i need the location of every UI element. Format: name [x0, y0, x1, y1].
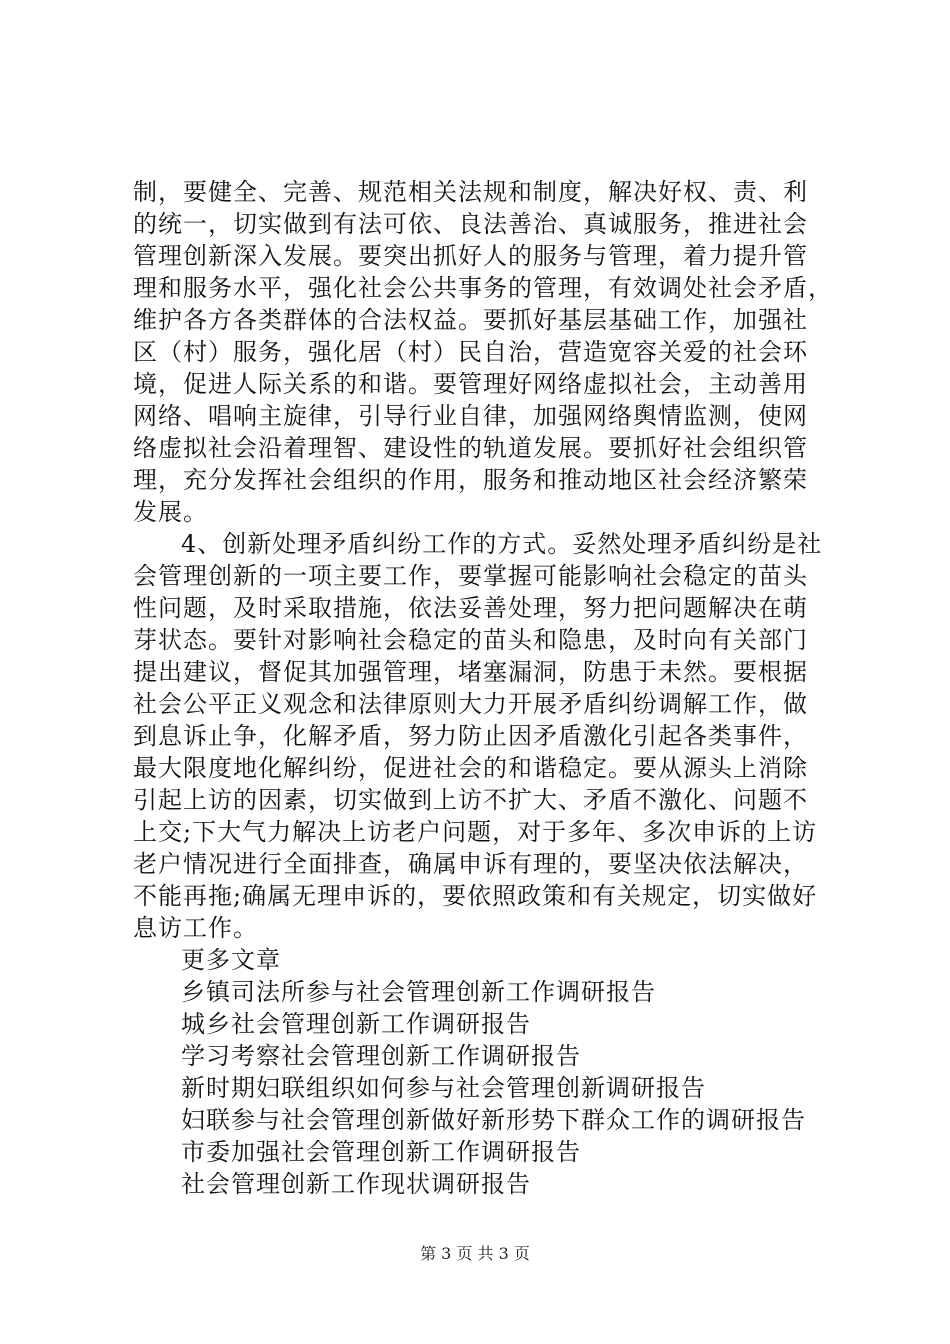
body-line: 芽状态。要针对影响社会稳定的苗头和隐患，及时向有关部门: [133, 626, 808, 654]
article-link[interactable]: 学习考察社会管理创新工作调研报告: [181, 1042, 581, 1070]
body-line: 管理创新深入发展。要突出抓好人的服务与管理，着力提升管: [133, 242, 808, 270]
body-line: 的统一，切实做到有法可依、良法善治、真诚服务，推进社会: [133, 210, 808, 238]
paragraph-1: [133, 176, 843, 528]
body-line: 性问题，及时采取措施，依法妥善处理，努力把问题解决在萌: [133, 594, 808, 622]
body-line: 网络、唱响主旋律，引导行业自律，加强网络舆情监测，使网: [133, 402, 808, 430]
page-number-footer: 第 3 页 共 3 页: [420, 1244, 530, 1263]
body-line: 络虚拟社会沿着理智、建设性的轨道发展。要抓好社会组织管: [133, 434, 808, 462]
body-line: 上交;下大气力解决上访老户问题，对于多年、多次申诉的上访: [133, 818, 818, 846]
article-link[interactable]: 妇联参与社会管理创新做好新形势下群众工作的调研报告: [181, 1106, 806, 1134]
article-link[interactable]: 乡镇司法所参与社会管理创新工作调研报告: [181, 978, 656, 1006]
body-line: 最大限度地化解纠纷，促进社会的和谐稳定。要从源头上消除: [133, 754, 808, 782]
body-line: 息访工作。: [133, 914, 258, 942]
body-line: 会管理创新的一项主要工作，要掌握可能影响社会稳定的苗头: [133, 562, 808, 590]
more-articles: [133, 944, 843, 1200]
body-line: 不能再拖;确属无理申诉的，要依照政策和有关规定，切实做好: [133, 882, 818, 910]
body-line: 理，充分发挥社会组织的作用，服务和推动地区社会经济繁荣: [133, 466, 808, 494]
body-line: 老户情况进行全面排查，确属申诉有理的，要坚决依法解决，: [133, 850, 808, 878]
body-line: 理和服务水平，强化社会公共事务的管理，有效调处社会矛盾，: [133, 274, 833, 302]
article-link[interactable]: 社会管理创新工作现状调研报告: [181, 1170, 531, 1198]
body-line: 社会公平正义观念和法律原则大力开展矛盾纠纷调解工作，做: [133, 690, 808, 718]
body-line: 区（村）服务，强化居（村）民自治，营造宽容关爱的社会环: [133, 338, 808, 366]
body-line: 制，要健全、完善、规范相关法规和制度，解决好权、责、利: [133, 178, 808, 206]
body-line: 引起上访的因素，切实做到上访不扩大、矛盾不激化、问题不: [133, 786, 808, 814]
body-line: 境，促进人际关系的和谐。要管理好网络虚拟社会，主动善用: [133, 370, 808, 398]
body-line: 4、创新处理矛盾纠纷工作的方式。妥然处理矛盾纠纷是社: [181, 530, 823, 558]
body-line: 提出建议，督促其加强管理，堵塞漏洞，防患于未然。要根据: [133, 658, 808, 686]
document-body: [133, 176, 843, 1200]
article-link[interactable]: 新时期妇联组织如何参与社会管理创新调研报告: [181, 1074, 706, 1102]
article-link[interactable]: 市委加强社会管理创新工作调研报告: [181, 1138, 581, 1166]
paragraph-2: [133, 528, 843, 944]
body-line: 维护各方各类群体的合法权益。要抓好基层基础工作，加强社: [133, 306, 808, 334]
article-link[interactable]: 城乡社会管理创新工作调研报告: [181, 1010, 531, 1038]
body-line: 到息诉止争，化解矛盾，努力防止因矛盾激化引起各类事件，: [133, 722, 808, 750]
body-line: 发展。: [133, 498, 208, 526]
more-articles-title: 更多文章: [181, 946, 281, 974]
